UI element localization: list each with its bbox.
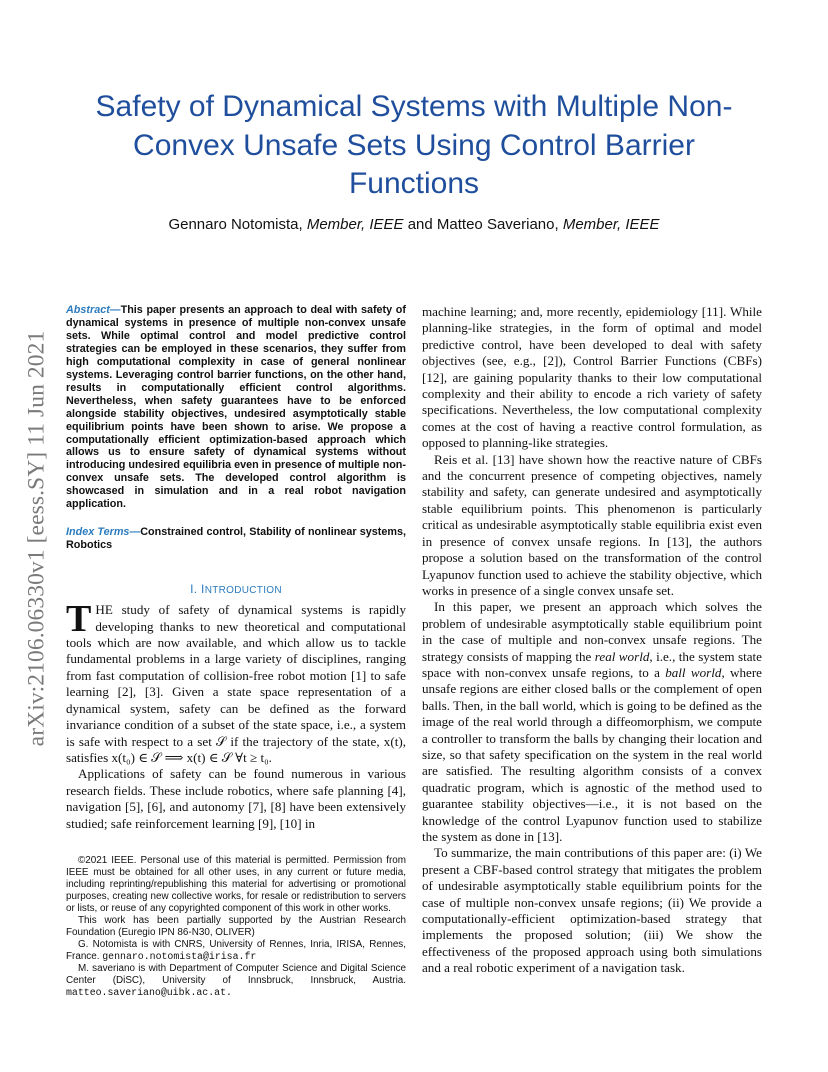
affiliation-1-text: G. Notomista is with CNRS, University of Rennes, Inria, IRISA, Rennes, France. [66, 939, 406, 962]
email-1[interactable]: gennaro.notomista@irisa.fr [102, 951, 257, 962]
funding-note: This work has been partially supported by the Austrian Research Foundation (Euregio IPN 86-N30, OLIVER) [66, 915, 406, 938]
term-ball-world: ball world [665, 664, 722, 680]
left-column [66, 304, 406, 832]
right-paragraph-4: To summarize, the main contributions of this paper are: (i) We present a CBF-based control strategy that mitigates the problem of undesirable asymptotically stable equilibrium points for the case of multiple non-convex unsafe regions; (ii) We provide a computationally-efficient optimization-based strategy that implements the proposed solution; (iii) We show the effectiveness of the proposed approach using both simulations and a real robotic experiment of a navigation task. [422, 845, 762, 976]
section-heading-introduction [66, 582, 406, 596]
arxiv-stamp [22, 288, 52, 788]
affiliation-2 [66, 963, 406, 999]
affiliation-2-text: M. saveriano is with Department of Computer Science and Digital Science Center (DiSC), University of Innsbruck, Innsbruck, Austria. [66, 963, 406, 986]
author-2: Matteo Saveriano, [436, 216, 559, 233]
section-number: I. [190, 582, 198, 597]
right-paragraph-3 [422, 599, 762, 845]
section-first-letter: I [201, 582, 205, 597]
right-paragraph-3-a: In this paper, we present an approach which solves the problem of undesirable asymptotically stable equilibrium point in the case of multiple and non-convex unsafe regions. The strategy consists of mapping the [422, 599, 762, 664]
affiliation-1 [66, 939, 406, 963]
intro-paragraph-1-text: study of safety of dynamical systems is rapidly developing thanks to new theoretical and computational tools which are now available, and which allow us to tackle fundamental problems in a large variety of disciplines, ranging from fast computation of collision-free robot motion [1] to safe learning [2], [3]. Given a state space representation of a dynamical system, safety can be defined as the forward invariance condition of a subset of the state space, i.e., a system is safe with respect to a set 𝒮 if the trajectory of the state, x(t), satisfies x(t₀) ∈ 𝒮 ⟹ x(t) ∈ 𝒮 ∀t ≥ t₀. [66, 602, 406, 765]
footnotes [66, 855, 406, 999]
right-paragraph-3-b: , i.e., the system state space with non-convex unsafe regions, to a [422, 648, 762, 680]
abstract-label: Abstract— [66, 304, 121, 316]
author-1-role: Member, IEEE [306, 216, 404, 233]
abstract [66, 304, 406, 511]
index-terms [66, 526, 406, 552]
email-2[interactable]: matteo.saveriano@uibk.ac.at. [66, 987, 232, 998]
author-conjunction: and [407, 216, 433, 233]
right-column [422, 304, 762, 977]
arxiv-stamp-text: arXiv:2106.06330v1 [eess.SY] 11 Jun 2021 [23, 330, 50, 746]
intro-paragraph-1 [66, 598, 406, 766]
index-terms-text: Constrained control, Stability of nonlinear systems, Robotics [66, 526, 406, 552]
right-paragraph-2: Reis et al. [13] have shown how the reactive nature of CBFs and the concurrent presence of competing objectives, namely stability and safety, can generate undesired and asymptotically stable equilibrium points. This phenomenon is particularly critical as undesirable asymptotically stable equilibria exist even in presence of convex unsafe regions. In [13], the authors propose a solution based on the transformation of the control Lyapunov function used to achieve the stability objective, which works in presence of a single convex unsafe set. [422, 451, 762, 598]
copyright-notice: ©2021 IEEE. Personal use of this material is permitted. Permission from IEEE must be obtained for all other uses, in any current or future media, including reprinting/republishing this material for advertising or promotional purposes, creating new collective works, for resale or redistribution to servers or lists, or reuse of any copyrighted component of this work in other works. [66, 855, 406, 914]
author-1: Gennaro Notomista, [168, 216, 303, 233]
intro-first-word-rest: HE [95, 602, 113, 618]
author-2-role: Member, IEEE [562, 216, 660, 233]
term-real-world: real world [594, 648, 650, 664]
right-paragraph-1: machine learning; and, more recently, epidemiology [11]. While planning-like strategies, in the form of optimal and model predictive control, have been developed to deal with safety objectives (see, e.g., [2]), Control Barrier Functions (CBFs) [12], are gaining popularity thanks to their low computational complexity and their ability to encode a rich variety of safety specifications. Nevertheless, the low computational complexity comes at the cost of having a reactive control formulation, as opposed to planning-like strategies. [422, 304, 762, 451]
drop-cap: T [66, 598, 92, 641]
paper-title: Safety of Dynamical Systems with Multiple Non-Convex Unsafe Sets Using Control Barrier Functions [95, 90, 733, 200]
right-paragraph-3-c: , where unsafe regions are either closed balls or the complement of open balls. Then, in the ball world, which is going to be defined as the image of the real world through a diffeomorphism, we compute a controller to transform the balls by changing their location and size, so that safety specification on the system in the real world are satisfied. The resulting algorithm consists of a convex quadratic program, which is agnostic of the method used to guarantee stability objectives—i.e., it is not based on the knowledge of the control Lyapunov function used to stabilize the system as done in [13]. [422, 664, 762, 844]
abstract-text: This paper presents an approach to deal with safety of dynamical systems in presence of multiple non-convex unsafe sets. While optimal control and model predictive control strategies can be employed in these scenarios, they suffer from high computational complexity in case of general nonlinear systems. Leveraging control barrier functions, on the other hand, results in computationally efficient control algorithms. Nevertheless, when safety guarantees have to be enforced alongside stability objectives, undesired asymptotically stable equilibrium points have been shown to arise. We propose a computationally efficient optimization-based approach which allows us to ensure safety of dynamical systems without introducing undesired equilibria even in presence of multiple non-convex unsafe sets. The developed control algorithm is showcased in simulation and in a real robot navigation application. [66, 304, 406, 511]
author-line [80, 216, 748, 233]
index-terms-label: Index Terms— [66, 526, 141, 539]
intro-paragraph-2: Applications of safety can be found numerous in various research fields. These include robotics, where safe planning [4], navigation [5], [6], and autonomy [7], [8] have been extensively studied; safe reinforcement learning [9], [10] in [66, 766, 406, 831]
section-title-rest: NTRODUCTION [204, 585, 282, 597]
